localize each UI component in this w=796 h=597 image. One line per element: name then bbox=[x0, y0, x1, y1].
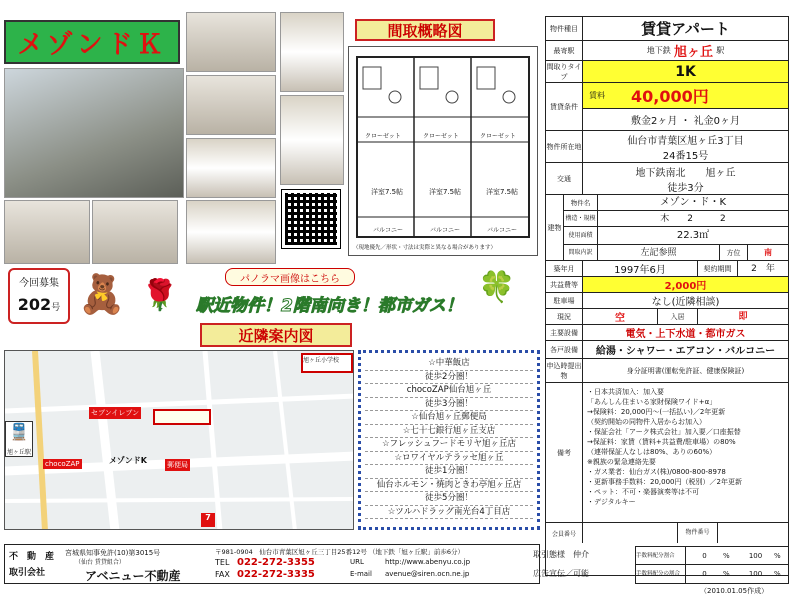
url-link[interactable]: http://www.abenyu.co.jp bbox=[385, 558, 471, 566]
qr-code[interactable] bbox=[282, 190, 340, 248]
company-address: 〒981-0904 仙台市青葉区旭ヶ丘三丁目25番12号 （地下鉄「旭ヶ丘駅」前歩6分） bbox=[215, 548, 465, 556]
toilet-photo bbox=[280, 95, 344, 185]
station-name: 旭ヶ丘 bbox=[673, 45, 713, 60]
company-name: アベニュー不動産 bbox=[85, 569, 181, 583]
deal-box: 取引態様 仲介 広告宣伝／可能 bbox=[533, 550, 589, 578]
fee-row-1-a: 0 bbox=[702, 551, 707, 560]
floor-plan-drawing bbox=[349, 47, 537, 255]
plan-closet-3: クローゼット bbox=[480, 133, 516, 140]
built-value: 1997年6月 bbox=[583, 261, 698, 276]
built-label: 築年月 bbox=[546, 261, 583, 276]
school-label: 旭ヶ丘小学校 bbox=[301, 353, 353, 373]
rent-label: 賃料 bbox=[589, 91, 605, 100]
status-label: 現況 bbox=[546, 309, 583, 324]
panorama-link[interactable]: パノラマ画像はこちら bbox=[225, 268, 355, 286]
term-value: 2 年 bbox=[751, 264, 775, 274]
remark-item: ・保証会社「アーク株式会社」加入要／口座振替 bbox=[587, 428, 741, 436]
address-label: 物件所在地 bbox=[546, 131, 583, 162]
ad-value: 可能 bbox=[573, 569, 589, 578]
nearby-item: ☆ツルハドラッグ南光台4丁目店 bbox=[365, 506, 533, 520]
area-value: 22.3㎡ bbox=[676, 230, 710, 241]
fee-row-1-label: 手数料配分割合 bbox=[636, 547, 686, 564]
fee-row-2-b: 100 bbox=[748, 570, 763, 578]
common-value: 2,000円 bbox=[583, 277, 788, 292]
map-roads bbox=[5, 351, 354, 530]
plan-balcony-2: バルコニー bbox=[430, 227, 461, 234]
nearby-item: chocoZAP仙台旭ヶ丘 bbox=[365, 384, 533, 398]
remark-item: →保険料：20,000円〜(一括払い)／2年更新 bbox=[587, 408, 726, 416]
plan-balcony-3: バルコニー bbox=[487, 227, 518, 234]
bear-mascot-icon: 🧸 bbox=[78, 272, 126, 316]
plan-balcony-1: バルコニー bbox=[373, 227, 404, 234]
direction-label: 方位 bbox=[720, 245, 748, 261]
remark-item: 「あんしん住まいる家財保険ワイド+α」 bbox=[587, 398, 717, 406]
fee-table: 手数料配分割合 0 % 100 % 手数料配分の割合 0 % 100 % bbox=[635, 546, 789, 584]
nearby-item: ☆仙台旭ヶ丘郵便局 bbox=[365, 411, 533, 425]
slogan: 駅近物件！2階南向き！都市ガス！ bbox=[196, 295, 463, 316]
nearby-item: ☆七十七銀行旭ヶ丘支店 bbox=[365, 425, 533, 439]
member-no-label: 会員番号 bbox=[546, 523, 583, 543]
area-map[interactable] bbox=[4, 350, 354, 530]
license-number: 宮城県知事免許(10)第3015号 bbox=[65, 549, 161, 557]
remark-item: →保証料：家賃（賃料+共益費/駐車場）の80% bbox=[587, 438, 736, 446]
remarks-label: 備考 bbox=[546, 383, 583, 522]
post-label: 郵便局 bbox=[167, 461, 188, 469]
nearby-item: ☆中華飯店 bbox=[365, 357, 533, 371]
fee-row-2-label: 手数料配分の割合 bbox=[636, 565, 686, 583]
clover-icon: 🍀 bbox=[478, 270, 516, 305]
association: （仙台 賃貸組合） bbox=[75, 559, 125, 566]
deposit-value: 敷金2ヶ月 ・ 礼金0ヶ月 bbox=[630, 116, 741, 127]
docs-label: 申込時提出物 bbox=[546, 359, 583, 382]
nearby-list bbox=[358, 350, 540, 530]
nearby-item: ☆ロワイヤルテラッセ旭ヶ丘 bbox=[365, 452, 533, 466]
nearby-item: ☆フレッシュフードモリヤ旭ヶ丘店 bbox=[365, 438, 533, 452]
map-title: 近隣案内図 bbox=[200, 323, 352, 347]
remark-item: ・ガス業者：仙台ガス(株)/0800-800-8978 bbox=[587, 468, 726, 476]
building-photo bbox=[4, 68, 184, 198]
layout-label: 間取りタイプ bbox=[546, 62, 582, 81]
equip-label: 各戸設備 bbox=[546, 341, 583, 358]
url-label: URL bbox=[350, 558, 364, 566]
plan-room-1: 洋室7.5帖 bbox=[371, 188, 404, 196]
tel-label: TEL bbox=[215, 558, 230, 567]
common-label: 共益費等 bbox=[546, 277, 583, 292]
fee-row-1-b: 100 bbox=[748, 551, 763, 560]
traffic-line-2: 徒歩3分 bbox=[667, 182, 704, 194]
recruit-box bbox=[8, 268, 70, 324]
floor-plan-title: 間取概略図 bbox=[355, 19, 495, 41]
nearby-item: 徒歩5分圏！ bbox=[365, 492, 533, 506]
remark-item: （連帯保証人なしは80%、ありの60%） bbox=[587, 448, 717, 456]
interior-photo-4 bbox=[186, 138, 276, 198]
plan-closet-2: クローゼット bbox=[423, 133, 459, 140]
fax-label: FAX bbox=[215, 570, 230, 579]
struct-label: 構造・規模 bbox=[564, 211, 598, 226]
nearby-item: 徒歩1分圏！ bbox=[365, 465, 533, 479]
equip-value: 給湯・シャワー・エアコン・バルコニー bbox=[595, 346, 776, 357]
nearby-item: 仙台ホルモン・焼肉ときわ亭旭ヶ丘店 bbox=[365, 479, 533, 493]
plan-value: 左記参照 bbox=[598, 245, 720, 261]
name-label: 物件名 bbox=[564, 195, 598, 210]
traffic-label: 交通 bbox=[546, 163, 583, 194]
property-type: 賃貸アパート bbox=[641, 20, 730, 38]
plan-note: （現地優先／形状・寸法は実際と異なる場合があります） bbox=[353, 245, 497, 251]
seven-eleven-label: セブンイレブン bbox=[91, 409, 140, 417]
rent-value: 40,000円 bbox=[631, 87, 709, 106]
main-equip-label: 主要設備 bbox=[546, 325, 583, 340]
property-title: メゾンドＫ bbox=[4, 20, 180, 64]
line-name: 地下鉄 bbox=[646, 46, 671, 55]
created-date: （2010.01.05作成） bbox=[700, 587, 769, 595]
plan-closet-1: クローゼット bbox=[365, 133, 401, 140]
interior-photo-5 bbox=[4, 200, 90, 264]
status-value: 空 bbox=[583, 309, 658, 324]
ad-label: 広告宣伝 bbox=[533, 569, 565, 578]
parking-label: 駐車場 bbox=[546, 293, 583, 308]
building-name: メゾン・ド・K bbox=[659, 197, 727, 208]
remark-item: ※親族の緊急連絡先要 bbox=[587, 458, 656, 466]
email-label: E-mail bbox=[350, 570, 372, 578]
seven-logo-icon: 7 bbox=[201, 513, 215, 527]
remark-item: ・更新事務手数料：20,000円（税別）／2年更新 bbox=[587, 478, 742, 486]
station-label: 旭ヶ丘駅 bbox=[6, 449, 31, 456]
interior-photo-2 bbox=[280, 12, 344, 92]
recruit-label: 今回募集 bbox=[19, 278, 59, 289]
map-highlight bbox=[153, 409, 211, 425]
interior-photo-1 bbox=[186, 12, 276, 72]
building-group-label: 建物 bbox=[546, 195, 564, 260]
type-label: 物件種目 bbox=[546, 17, 583, 40]
deal-value: 仲介 bbox=[573, 550, 589, 559]
move-value: 即 bbox=[738, 312, 748, 322]
building-label: メゾンドK bbox=[109, 456, 147, 465]
plan-label: 間取内訳 bbox=[564, 245, 598, 261]
plan-room-3: 洋室7.5帖 bbox=[486, 188, 519, 196]
train-icon: 🚆 bbox=[5, 421, 33, 457]
rent-group-label: 賃貸条件 bbox=[546, 83, 583, 130]
property-info-table bbox=[545, 16, 789, 576]
recruit-number: 202 bbox=[17, 295, 52, 314]
station-suffix: 駅 bbox=[716, 46, 725, 55]
footer-co-label-1: 不 動 産 bbox=[9, 552, 55, 562]
deal-label: 取引態様 bbox=[533, 550, 565, 559]
recruit-suffix: 号 bbox=[51, 303, 61, 313]
structure-value: 木 2 2 bbox=[660, 214, 726, 224]
floor-plan bbox=[348, 46, 538, 256]
direction-value: 南 bbox=[764, 248, 772, 257]
nearby-item: 徒歩3分圏！ bbox=[365, 398, 533, 412]
interior-photo-6 bbox=[92, 200, 178, 264]
property-no-label: 物件番号 bbox=[678, 523, 718, 543]
plan-room-2: 洋室7.5帖 bbox=[429, 188, 462, 196]
main-equip-value: 電気・上下水道・都市ガス bbox=[625, 329, 746, 340]
move-label: 入居 bbox=[658, 309, 698, 324]
nearby-item: 徒歩2分圏！ bbox=[365, 371, 533, 385]
area-label: 使用面積 bbox=[564, 227, 598, 244]
footer-co-label-2: 取引会社 bbox=[9, 568, 46, 578]
tel-number[interactable]: 022-272-3355 bbox=[237, 557, 315, 568]
interior-photo-3 bbox=[186, 75, 276, 135]
address-line-2: 24番15号 bbox=[662, 150, 709, 162]
docs-value: 身分証明書(運転免許証、健康保険証) bbox=[626, 366, 745, 375]
remark-item: （契約開始の同物件入居からお加入） bbox=[587, 418, 706, 426]
remark-item: ・ペット：不可・楽器演奏等は不可 bbox=[587, 488, 699, 496]
address-line-1: 仙台市青葉区旭ヶ丘3丁目 bbox=[627, 135, 744, 147]
station-label-cell: 最寄駅 bbox=[546, 41, 583, 60]
remark-item: ・日本共済加入：加入要 bbox=[587, 388, 664, 396]
footer bbox=[4, 544, 540, 584]
email-link[interactable]: avenue@siren.ocn.ne.jp bbox=[385, 570, 470, 578]
interior-photo-7 bbox=[186, 200, 276, 264]
remark-item: ・デジタルキー bbox=[587, 498, 636, 506]
traffic-line-1: 地下鉄南北 旭ヶ丘 bbox=[635, 167, 736, 179]
remarks-list bbox=[583, 383, 788, 522]
layout-value: 1K bbox=[583, 61, 788, 82]
chocozap-label: chocoZAP bbox=[45, 460, 80, 468]
fee-row-2-a: 0 bbox=[702, 570, 707, 578]
parking-value: なし(近隣相談) bbox=[651, 297, 720, 308]
fax-number: 022-272-3335 bbox=[237, 569, 315, 580]
term-label: 契約期間 bbox=[698, 261, 738, 276]
roses-icon: 🌹 bbox=[141, 278, 179, 313]
